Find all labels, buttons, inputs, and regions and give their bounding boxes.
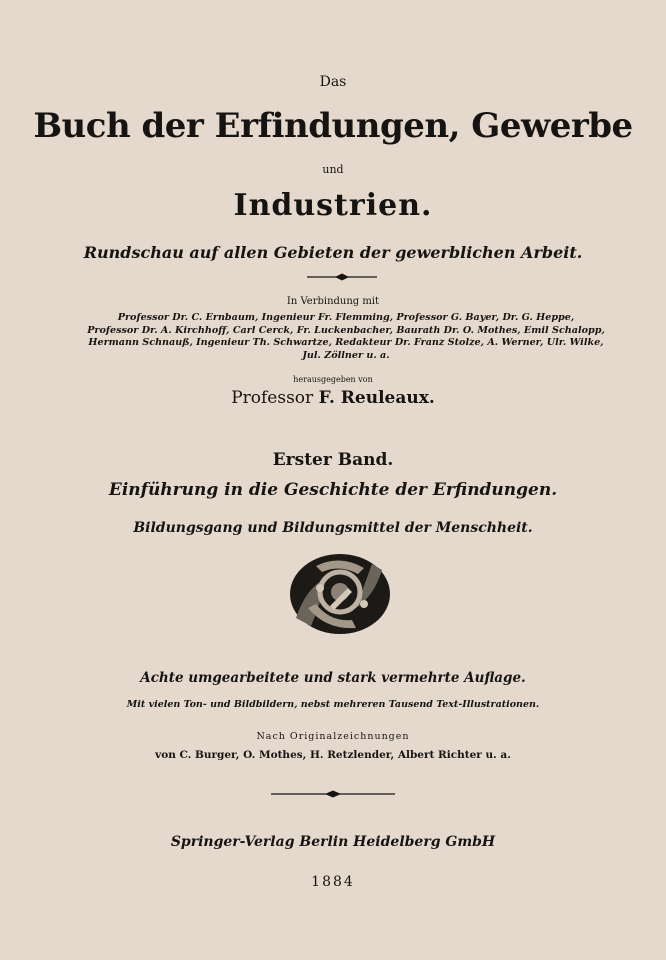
title-article: Das — [319, 74, 347, 90]
drawings-intro: Nach Originalzeichnungen — [256, 731, 410, 742]
contributors-list — [86, 312, 606, 362]
ornament-rule-bottom — [271, 790, 395, 798]
volume-number: Erster Band. — [272, 450, 394, 470]
volume-title: Einführung in die Geschichte der Erfindungen. — [108, 480, 558, 500]
year: 1884 — [311, 874, 355, 890]
artists: von C. Burger, O. Mothes, H. Retzlender, Albert Richter u. a. — [155, 749, 511, 761]
contributors-line: Professor Dr. A. Kirchhoff, Carl Cerck, Fr. Luckenbacher, Baurath Dr. O. Mothes, Emil Schalopp, — [87, 324, 605, 336]
contributors-line: Professor Dr. C. Ernbaum, Ingenieur Fr. Flemming, Professor G. Bayer, Dr. G. Heppe, — [117, 312, 575, 323]
contributors-line: Jul. Zöllner u. a. — [302, 349, 390, 361]
publisher: Springer-Verlag Berlin Heidelberg GmbH — [170, 834, 496, 850]
editor — [0, 388, 666, 408]
subtitle: Rundschau auf allen Gebieten der gewerblichen Arbeit. — [83, 243, 583, 262]
main-title: Buch der Erfindungen, Gewerbe — [33, 106, 633, 146]
title-industrien: Industrien. — [233, 188, 433, 223]
ornament-rule-top — [307, 273, 377, 281]
illustrations-note: Mit vielen Ton- und Bildbildern, nebst mehreren Tausend Text-Illustrationen. — [126, 699, 540, 710]
contributors-intro: In Verbindung mit — [286, 296, 380, 307]
contributors-line: Hermann Schnauß, Ingenieur Th. Schwartze, Redakteur Dr. Franz Stolze, A. Werner, Ulr. Wilke, — [88, 337, 604, 348]
editor-title: Professor — [231, 388, 314, 408]
editor-name: F. Reuleaux. — [318, 388, 435, 408]
edition-statement: Achte umgearbeitete und stark vermehrte Auflage. — [140, 670, 526, 686]
volume-subtitle: Bildungsgang und Bildungsmittel der Menschheit. — [133, 520, 533, 536]
editor-intro: herausgegeben von — [293, 375, 373, 384]
publisher-emblem-icon — [286, 548, 394, 640]
title-und: und — [322, 163, 344, 176]
